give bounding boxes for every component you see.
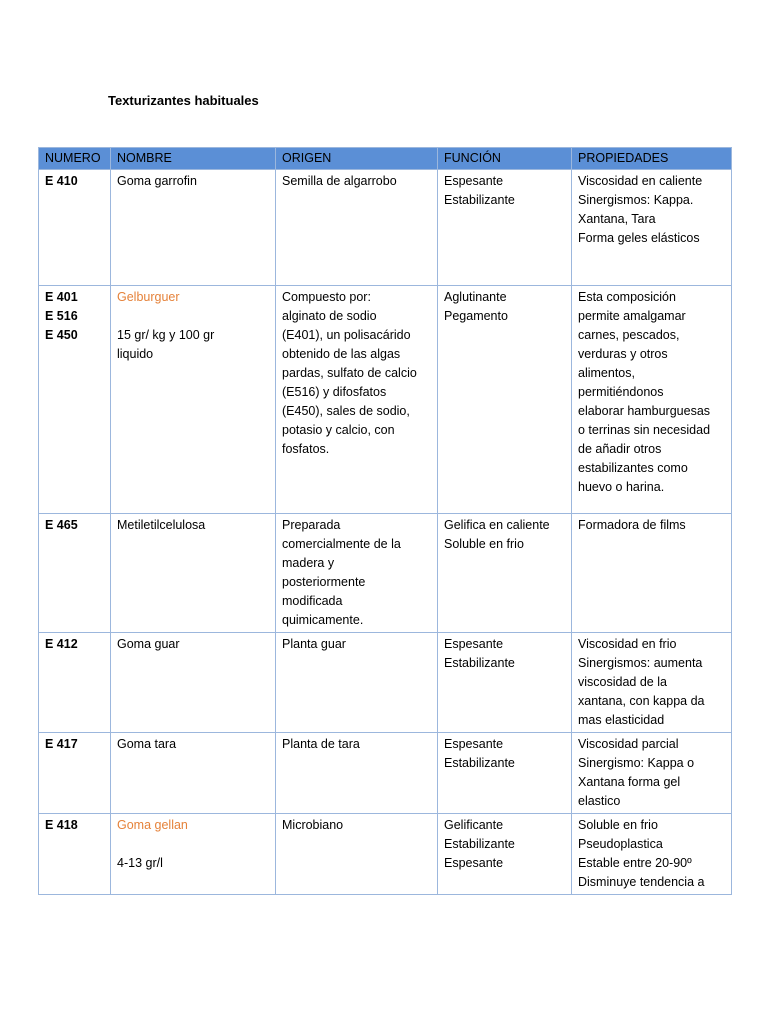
cell-line: Goma tara (117, 737, 177, 751)
cell-line: Viscosidad en caliente (578, 174, 703, 188)
cell-line: E 412 (45, 637, 78, 651)
cell-line: Espesante (444, 737, 504, 751)
cell-nombre (111, 170, 276, 286)
cell-line: potasio y calcio, con (282, 423, 395, 437)
cell-line: obtenido de las algas (282, 347, 401, 361)
cell-nombre (111, 733, 276, 814)
cell-line: Sinergismo: Kappa o (578, 756, 695, 770)
cell-origen (276, 514, 438, 633)
cell-line: modificada (282, 594, 343, 608)
cell-line: E 401 (45, 290, 78, 304)
cell-line: Espesante (444, 174, 504, 188)
table-row (39, 733, 732, 814)
cell-origen (276, 633, 438, 733)
cell-line: Metiletilcelulosa (117, 518, 206, 532)
cell-funcion (438, 170, 572, 286)
cell-line: Sinergismos: Kappa. (578, 193, 694, 207)
cell-line: alimentos, (578, 366, 635, 380)
cell-line: 15 gr/ kg y 100 gr (117, 328, 215, 342)
cell-line: Gelificante (444, 818, 504, 832)
table-row (39, 170, 732, 286)
cell-line: E 450 (45, 328, 78, 342)
cell-line: carnes, pescados, (578, 328, 680, 342)
cell-line: (E401), un polisacárido (282, 328, 411, 342)
cell-propiedades (572, 286, 732, 514)
cell-line: Goma garrofin (117, 174, 197, 188)
cell-numero (39, 514, 111, 633)
cell-origen (276, 170, 438, 286)
cell-line: Goma guar (117, 637, 180, 651)
cell-line: Semilla de algarrobo (282, 174, 397, 188)
table-row (39, 286, 732, 514)
cell-propiedades (572, 170, 732, 286)
cell-line: pardas, sulfato de calcio (282, 366, 417, 380)
cell-line: comercialmente de la (282, 537, 401, 551)
cell-line: E 465 (45, 518, 78, 532)
cell-line: Soluble en frio (444, 537, 524, 551)
cell-funcion (438, 733, 572, 814)
cell-nombre (111, 633, 276, 733)
cell-line: madera y (282, 556, 335, 570)
cell-line: Xantana, Tara (578, 212, 656, 226)
cell-line: Planta guar (282, 637, 346, 651)
cell-line: Gelifica en caliente (444, 518, 550, 532)
cell-line: fosfatos. (282, 442, 330, 456)
page-title: Texturizantes habituales (108, 93, 259, 108)
table-row (39, 633, 732, 733)
cell-line: Disminuye tendencia a (578, 875, 705, 889)
cell-line: estabilizantes como (578, 461, 688, 475)
spacer (117, 307, 269, 326)
cell-line: Estabilizante (444, 656, 515, 670)
cell-line: E 410 (45, 174, 78, 188)
cell-funcion (438, 633, 572, 733)
cell-line: Espesante (444, 637, 504, 651)
cell-numero (39, 286, 111, 514)
cell-origen (276, 814, 438, 895)
cell-propiedades (572, 814, 732, 895)
cell-line: E 417 (45, 737, 78, 751)
cell-line: de añadir otros (578, 442, 662, 456)
cell-line: liquido (117, 347, 154, 361)
spacer (117, 835, 269, 854)
highlighted-name: Gelburguer (117, 290, 180, 304)
cell-line: E 516 (45, 309, 78, 323)
cell-line: Estabilizante (444, 837, 515, 851)
table-header-row (39, 148, 732, 170)
cell-line: Estabilizante (444, 756, 515, 770)
cell-line: quimicamente. (282, 613, 364, 627)
cell-line: alginato de sodio (282, 309, 377, 323)
cell-line: elastico (578, 794, 621, 808)
cell-line: 4-13 gr/l (117, 856, 163, 870)
cell-line: Xantana forma gel (578, 775, 681, 789)
cell-line: Viscosidad en frio (578, 637, 677, 651)
cell-numero (39, 633, 111, 733)
cell-propiedades (572, 514, 732, 633)
cell-nombre (111, 514, 276, 633)
header-nombre: NOMBRE (111, 148, 276, 170)
cell-line: Espesante (444, 856, 504, 870)
header-funcion: FUNCIÓN (438, 148, 572, 170)
cell-line: E 418 (45, 818, 78, 832)
table-row (39, 814, 732, 895)
cell-numero (39, 814, 111, 895)
cell-line: (E516) y difosfatos (282, 385, 387, 399)
cell-line: Microbiano (282, 818, 344, 832)
cell-line: Esta composición (578, 290, 676, 304)
cell-line: mas elasticidad (578, 713, 665, 727)
cell-line: Planta de tara (282, 737, 360, 751)
header-origen: ORIGEN (276, 148, 438, 170)
cell-line: (E450), sales de sodio, (282, 404, 410, 418)
cell-line: Pseudoplastica (578, 837, 663, 851)
cell-funcion (438, 814, 572, 895)
cell-line: permite amalgamar (578, 309, 686, 323)
texturizers-table (38, 147, 732, 895)
cell-line: huevo o harina. (578, 480, 665, 494)
cell-line: Viscosidad parcial (578, 737, 679, 751)
cell-line: elaborar hamburguesas (578, 404, 711, 418)
cell-nombre (111, 814, 276, 895)
cell-line: Soluble en frio (578, 818, 658, 832)
cell-origen (276, 286, 438, 514)
cell-line: o terrinas sin necesidad (578, 423, 711, 437)
cell-line: viscosidad de la (578, 675, 667, 689)
header-numero: NUMERO (39, 148, 111, 170)
cell-line: Estabilizante (444, 193, 515, 207)
cell-line: Pegamento (444, 309, 508, 323)
cell-line: Preparada (282, 518, 341, 532)
cell-line: Sinergismos: aumenta (578, 656, 703, 670)
cell-numero (39, 733, 111, 814)
cell-line: permitiéndonos (578, 385, 664, 399)
highlighted-name: Goma gellan (117, 818, 188, 832)
cell-propiedades (572, 633, 732, 733)
cell-line: verduras y otros (578, 347, 668, 361)
cell-line: Aglutinante (444, 290, 507, 304)
cell-origen (276, 733, 438, 814)
cell-line: Forma geles elásticos (578, 231, 700, 245)
cell-nombre (111, 286, 276, 514)
cell-propiedades (572, 733, 732, 814)
cell-line: xantana, con kappa da (578, 694, 705, 708)
cell-line: Estable entre 20-90º (578, 856, 692, 870)
header-propiedades: PROPIEDADES (572, 148, 732, 170)
cell-funcion (438, 286, 572, 514)
cell-line: posteriormente (282, 575, 366, 589)
cell-line: Compuesto por: (282, 290, 371, 304)
cell-numero (39, 170, 111, 286)
table-row (39, 514, 732, 633)
cell-funcion (438, 514, 572, 633)
cell-line: Formadora de films (578, 518, 686, 532)
